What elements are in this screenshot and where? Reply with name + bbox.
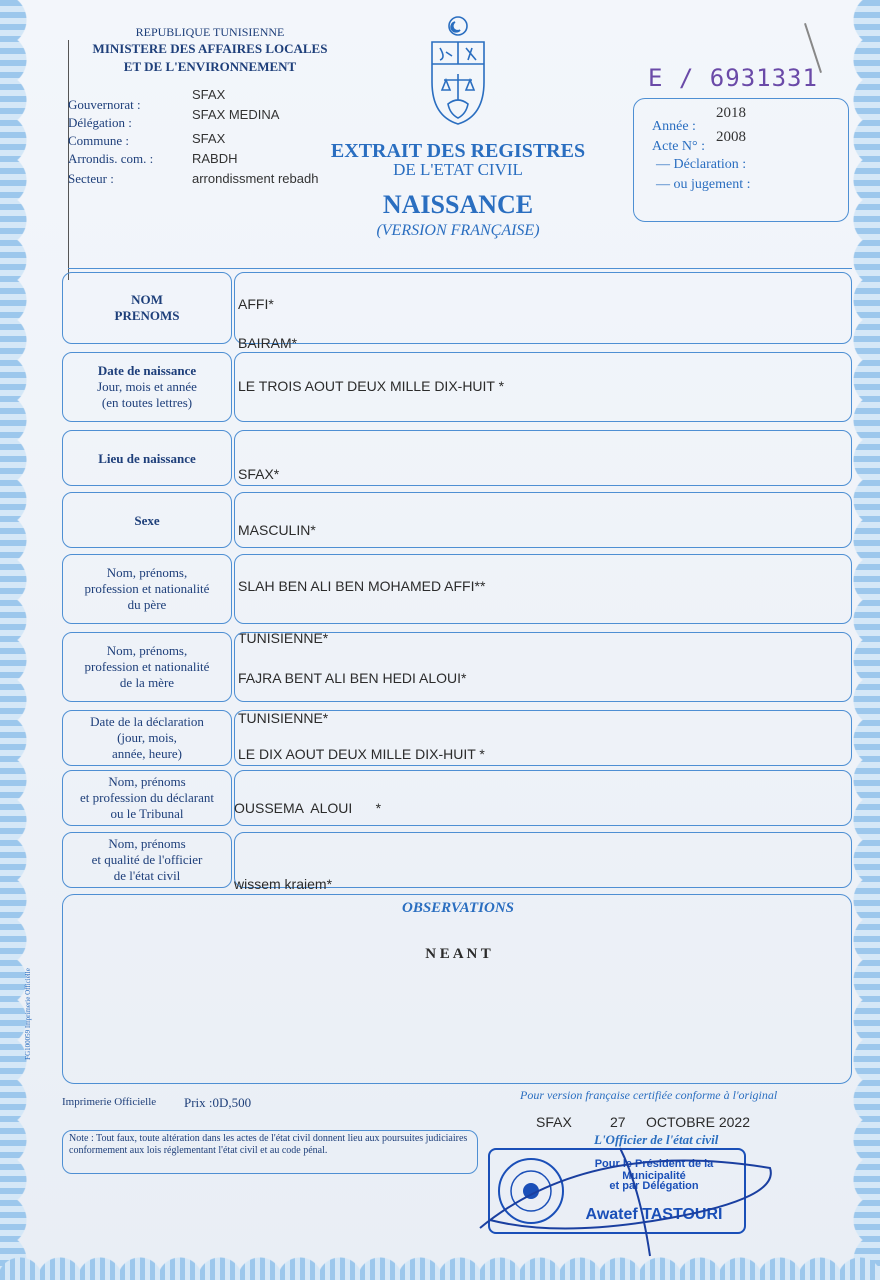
sexe-value-cell: [234, 492, 852, 548]
date-naissance-sub1: Jour, mois et année: [97, 379, 197, 394]
declarant-value-cell: [234, 770, 852, 826]
gouvernorat-label: Gouvernorat :: [68, 97, 141, 112]
arrondissement-value: RABDH: [192, 151, 238, 166]
side-print-code: FG100059 Imprimerie Officielle: [23, 968, 32, 1060]
coat-of-arms-emblem: [420, 12, 496, 128]
declaration-label-cell: [62, 710, 232, 766]
prenoms-value: BAIRAM*: [238, 335, 298, 351]
legal-note: Note : Tout faux, toute altération dans les actes de l'état civil donnent lieu aux poursuites judiciaires conformement aux lois réglementant l'état civil et au code pénal.: [62, 1130, 478, 1174]
annee-label: Année :: [652, 119, 696, 134]
stamp-line3: Awatef TASTOURI: [585, 1206, 723, 1223]
table-top-rule: [68, 268, 852, 269]
serial-number: E / 6931331: [648, 64, 818, 92]
pere-nationalite: TUNISIENNE*: [238, 630, 329, 646]
decl-label2: (jour, mois,: [117, 730, 177, 745]
certified-text: Pour version française certifiée conforme à l'original: [520, 1088, 778, 1102]
jugement-label: — ou jugement :: [656, 177, 751, 192]
declarant-value: OUSSEMA ALOUI *: [234, 800, 382, 816]
pere-label2: profession et nationalité: [84, 581, 210, 596]
officier-label3: de l'état civil: [113, 868, 181, 883]
date-naissance-value: LE TROIS AOUT DEUX MILLE DIX-HUIT *: [238, 378, 505, 394]
title-line1: EXTRAIT DES REGISTRES: [330, 140, 586, 162]
acte-box: [633, 98, 849, 222]
ministry-line1: MINISTERE DES AFFAIRES LOCALES: [92, 41, 328, 56]
decl-label3: année, heure): [111, 746, 182, 761]
mere-nationalite: TUNISIENNE*: [238, 710, 329, 726]
secteur-value: arrondissment rebadh: [192, 171, 319, 186]
declarant-label3: ou le Tribunal: [110, 806, 184, 821]
printer-label: Imprimerie Officielle: [62, 1096, 157, 1108]
mere-value: FAJRA BENT ALI BEN HEDI ALOUI*: [238, 670, 467, 686]
declaration-label: — Déclaration :: [656, 157, 747, 172]
mere-label3: de la mère: [119, 675, 175, 690]
nom-prenoms-value-cell: [234, 272, 852, 344]
declarant-label2: et profession du déclarant: [80, 790, 214, 805]
price-label: Prix :0D,500: [184, 1095, 252, 1110]
date-naissance-label-cell: [62, 352, 232, 422]
date-naissance-sub2: (en toutes lettres): [101, 395, 193, 410]
delegation-value: SFAX MEDINA: [192, 107, 280, 122]
sexe-value: MASCULIN*: [238, 522, 316, 538]
nom-label: NOM: [131, 292, 163, 307]
acte-value: 2008: [716, 129, 746, 145]
observations-box: [62, 894, 852, 1084]
mere-value-cell: [234, 632, 852, 702]
lieu-value-cell: [234, 430, 852, 486]
lieu-value: SFAX*: [238, 466, 280, 482]
date-day-value: 27: [610, 1114, 626, 1130]
pere-label3: du père: [127, 597, 167, 612]
nom-prenoms-label-cell: [62, 272, 232, 344]
annee-value: 2018: [716, 105, 746, 121]
officier-label-cell: [62, 832, 232, 888]
officier-label2: et qualité de l'officier: [91, 852, 203, 867]
mere-label2: profession et nationalité: [84, 659, 210, 674]
title-version: (VERSION FRANÇAISE): [376, 222, 540, 239]
date-month-value: OCTOBRE 2022: [646, 1114, 751, 1130]
title-line2: DE L'ETAT CIVIL: [393, 160, 523, 179]
officer-title: L'Officier de l'état civil: [594, 1132, 719, 1147]
officier-label1: Nom, prénoms: [108, 836, 186, 851]
place-value: SFAX: [536, 1114, 572, 1130]
observations-title: OBSERVATIONS: [402, 900, 514, 916]
mere-label1: Nom, prénoms,: [106, 643, 188, 658]
secteur-label: Secteur :: [68, 171, 114, 186]
left-guilloche-border: [0, 0, 38, 1280]
signature-scribble: [470, 1128, 790, 1258]
prenoms-label: PRENOMS: [114, 308, 180, 323]
declarant-label1: Nom, prénoms: [108, 774, 186, 789]
gouvernorat-value: SFAX: [192, 87, 226, 102]
observations-value: N E A N T: [425, 946, 491, 962]
declaration-value: LE DIX AOUT DEUX MILLE DIX-HUIT *: [238, 746, 485, 762]
stamp-line2: et par Délégation: [609, 1180, 699, 1192]
sexe-label-cell: [62, 492, 232, 548]
pere-value: SLAH BEN ALI BEN MOHAMED AFFI**: [238, 578, 486, 594]
title-naissance: NAISSANCE: [382, 190, 534, 219]
nom-value: AFFI*: [238, 296, 274, 312]
ministry-line2: ET DE L'ENVIRONNEMENT: [123, 59, 297, 74]
acte-label: Acte N° :: [652, 139, 706, 154]
commune-value: SFAX: [192, 131, 226, 146]
mere-label-cell: [62, 632, 232, 702]
pere-label1: Nom, prénoms,: [106, 565, 188, 580]
declarant-label-cell: [62, 770, 232, 826]
decl-label1: Date de la déclaration: [90, 714, 204, 729]
republic-label: REPUBLIQUE TUNISIENNE: [135, 25, 285, 39]
sexe-label: Sexe: [134, 513, 160, 528]
lieu-label-cell: [62, 430, 232, 486]
commune-label: Commune :: [68, 133, 130, 148]
pere-label-cell: [62, 554, 232, 624]
officier-value: wissem kraiem*: [234, 876, 333, 892]
date-naissance-label: Date de naissance: [97, 363, 197, 378]
delegation-label: Délégation :: [68, 115, 132, 130]
arrondissement-label: Arrondis. com. :: [68, 151, 154, 166]
lieu-label: Lieu de naissance: [98, 451, 196, 466]
stamp-line1: Pour le Président de la Municipalité: [594, 1158, 714, 1182]
